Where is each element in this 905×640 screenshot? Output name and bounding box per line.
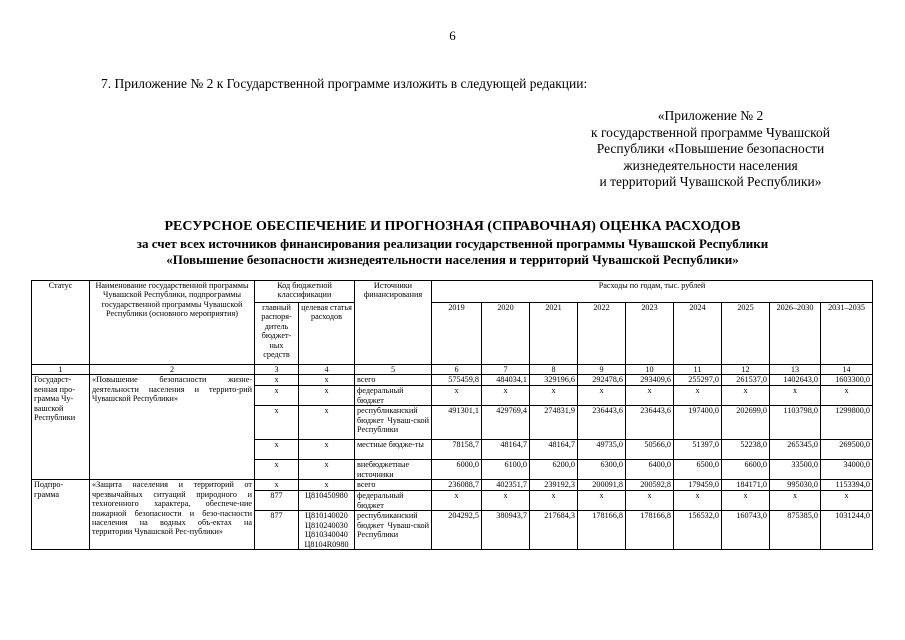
document-title: РЕСУРСНОЕ ОБЕСПЕЧЕНИЕ И ПРОГНОЗНАЯ (СПРАВОЧНАЯ) ОЦЕНКА РАСХОДОВ [164,219,741,234]
column-number: 13 [770,365,821,375]
cell-funding-source: федеральный бюджет [355,386,432,406]
cell-expense-value: 1299800,0 [821,406,873,440]
cell-expense-value: 255297,0 [674,375,722,386]
cell-expense-value: 51397,0 [674,440,722,460]
table-row [32,480,873,491]
cell-expense-value: 875385,0 [770,511,821,550]
cell-expense-value: 6200,0 [530,460,578,480]
cell-expense-value: 204292,5 [432,511,482,550]
cell-expense-value: x [674,491,722,511]
cell-expense-value: x [770,386,821,406]
cell-expense-value: x [432,491,482,511]
cell-expense-value: 239192,3 [530,480,578,491]
header-year: 2023 [626,303,674,365]
cell-expense-value: x [578,386,626,406]
appendix-line: и территорий Чувашской Республики» [599,174,822,189]
cell-expense-value: x [626,491,674,511]
cell-funding-source: республиканский бюджет Чуваш-ской Республики [355,511,432,550]
appendix-line: «Приложение № 2 [657,108,764,123]
appendix-line: Республики «Повышение безопасности [596,141,825,156]
cell-expense-value: 329196,6 [530,375,578,386]
cell-expense-value: x [482,491,530,511]
cell-main-manager: x [255,375,299,386]
cell-main-manager: x [255,460,299,480]
cell-expense-value: 197400,0 [674,406,722,440]
cell-expense-value: 200592,8 [626,480,674,491]
cell-expense-value: 1103798,0 [770,406,821,440]
cell-target-article: x [299,386,355,406]
cell-expense-value: 156532,0 [674,511,722,550]
cell-expense-value: 1402643,0 [770,375,821,386]
column-number: 11 [674,365,722,375]
cell-expense-value: x [432,386,482,406]
program-title: «Повышение безопасности жизнедеятельности населения и территорий Чувашской Республики» [166,252,739,267]
cell-main-manager: x [255,386,299,406]
cell-target-article: x [299,460,355,480]
header-year: 2019 [432,303,482,365]
cell-target-article: x [299,406,355,440]
cell-funding-source: внебюджетные источники [355,460,432,480]
row-program-name: «Повышение безопасности жизне-деятельности населения и террито-рий Чувашской Республики» [90,375,255,480]
cell-expense-value: 49735,0 [578,440,626,460]
cell-expense-value: 380943,7 [482,511,530,550]
cell-expense-value: 484034,1 [482,375,530,386]
cell-expense-value: 184171,0 [722,480,770,491]
cell-expense-value: 995030,0 [770,480,821,491]
column-number: 6 [432,365,482,375]
cell-target-article: Ц810140020 Ц810240030 Ц810340040 Ц8104R0980 [299,511,355,550]
header-expenses-group: Расходы по годам, тыс. рублей [432,281,873,303]
column-number: 2 [90,365,255,375]
header-year: 2025 [722,303,770,365]
cell-expense-value: x [482,386,530,406]
header-year: 2021 [530,303,578,365]
cell-expense-value: 48164,7 [530,440,578,460]
column-number: 9 [578,365,626,375]
cell-expense-value: 1031244,0 [821,511,873,550]
cell-expense-value: 261537,0 [722,375,770,386]
row-status: Государст-венная про-грамма Чу-вашской Республики [32,375,90,480]
document-subtitle: за счет всех источников финансирования реализации государственной программы Чувашской Республики [136,236,769,251]
column-number: 14 [821,365,873,375]
row-program-name: «Защита населения и территорий от чрезвычайных ситуаций природного и техногенного характера, обеспече-ние пожарной безопасности и безо-пасности населения на водных объ-ектах на территории Чувашской Рес-публики» [90,480,255,550]
cell-expense-value: x [530,386,578,406]
cell-expense-value: 575459,8 [432,375,482,386]
table-row [32,375,873,386]
cell-expense-value: 491301,1 [432,406,482,440]
cell-funding-source: всего [355,480,432,491]
header-name: Наименование государственной программы Чувашской Республики, подпрограммы государственной программы Чувашской Республики (основного мероприятия) [90,281,255,365]
header-year: 2022 [578,303,626,365]
cell-main-manager: 877 [255,491,299,511]
cell-expense-value: x [722,386,770,406]
cell-expense-value: 200091,8 [578,480,626,491]
cell-expense-value: 236443,6 [578,406,626,440]
cell-expense-value: 52238,0 [722,440,770,460]
cell-expense-value: 202699,0 [722,406,770,440]
cell-expense-value: 269500,0 [821,440,873,460]
cell-expense-value: 429769,4 [482,406,530,440]
cell-expense-value: x [530,491,578,511]
cell-expense-value: 6600,0 [722,460,770,480]
cell-target-article: Ц810450980 [299,491,355,511]
cell-expense-value: 50566,0 [626,440,674,460]
cell-expense-value: 34000,0 [821,460,873,480]
header-status: Статус [32,281,90,365]
cell-expense-value: x [626,386,674,406]
cell-expense-value: x [821,386,873,406]
appendix-reference [588,108,833,191]
resource-table [31,280,873,550]
cell-expense-value: 6400,0 [626,460,674,480]
row-status: Подпро-грамма [32,480,90,550]
cell-expense-value: x [578,491,626,511]
cell-main-manager: 877 [255,511,299,550]
cell-expense-value: 236443,6 [626,406,674,440]
cell-expense-value: 1153394,0 [821,480,873,491]
column-number: 5 [355,365,432,375]
cell-expense-value: 179459,0 [674,480,722,491]
cell-target-article: x [299,440,355,460]
cell-expense-value: 1603300,0 [821,375,873,386]
cell-expense-value: 217684,3 [530,511,578,550]
cell-expense-value: 178166,8 [626,511,674,550]
header-source: Источники финансирования [355,281,432,365]
header-code-main: главный распоря-дитель бюджет-ных средств [255,303,299,365]
column-number: 12 [722,365,770,375]
appendix-line: жизнедеятельности населения [623,157,798,173]
cell-expense-value: 6300,0 [578,460,626,480]
cell-expense-value: 78158,7 [432,440,482,460]
header-year: 2026–2030 [770,303,821,365]
column-number: 4 [299,365,355,375]
cell-expense-value: 265345,0 [770,440,821,460]
header-code-target: целевая статья расходов [299,303,355,365]
cell-expense-value: x [722,491,770,511]
header-year: 2024 [674,303,722,365]
cell-expense-value: 33500,0 [770,460,821,480]
cell-expense-value: 293409,6 [626,375,674,386]
column-number: 1 [32,365,90,375]
cell-expense-value: 292478,6 [578,375,626,386]
appendix-line: к государственной программе Чувашской [591,124,830,140]
header-year: 2031–2035 [821,303,873,365]
column-number: 8 [530,365,578,375]
cell-expense-value: x [770,491,821,511]
cell-main-manager: x [255,406,299,440]
cell-expense-value: 6100,0 [482,460,530,480]
column-number: 10 [626,365,674,375]
cell-expense-value: 48164,7 [482,440,530,460]
cell-expense-value: 178166,8 [578,511,626,550]
cell-expense-value: 402351,7 [482,480,530,491]
cell-main-manager: x [255,480,299,491]
cell-expense-value: 274831,9 [530,406,578,440]
cell-expense-value: 6000,0 [432,460,482,480]
column-number: 7 [482,365,530,375]
cell-funding-source: республиканский бюджет Чуваш-ской Республики [355,406,432,440]
cell-expense-value: 160743,0 [722,511,770,550]
cell-funding-source: федеральный бюджет [355,491,432,511]
intro-paragraph: 7. Приложение № 2 к Государственной программе изложить в следующей редакции: [101,76,588,91]
cell-expense-value: x [821,491,873,511]
cell-funding-source: местные бюдже-ты [355,440,432,460]
cell-target-article: x [299,375,355,386]
cell-main-manager: x [255,440,299,460]
cell-expense-value: 6500,0 [674,460,722,480]
header-year: 2020 [482,303,530,365]
page-number: 6 [449,28,456,43]
cell-expense-value: x [674,386,722,406]
cell-funding-source: всего [355,375,432,386]
column-number: 3 [255,365,299,375]
cell-target-article: x [299,480,355,491]
cell-expense-value: 236088,7 [432,480,482,491]
header-code-group: Код бюджетной классификации [255,281,355,303]
